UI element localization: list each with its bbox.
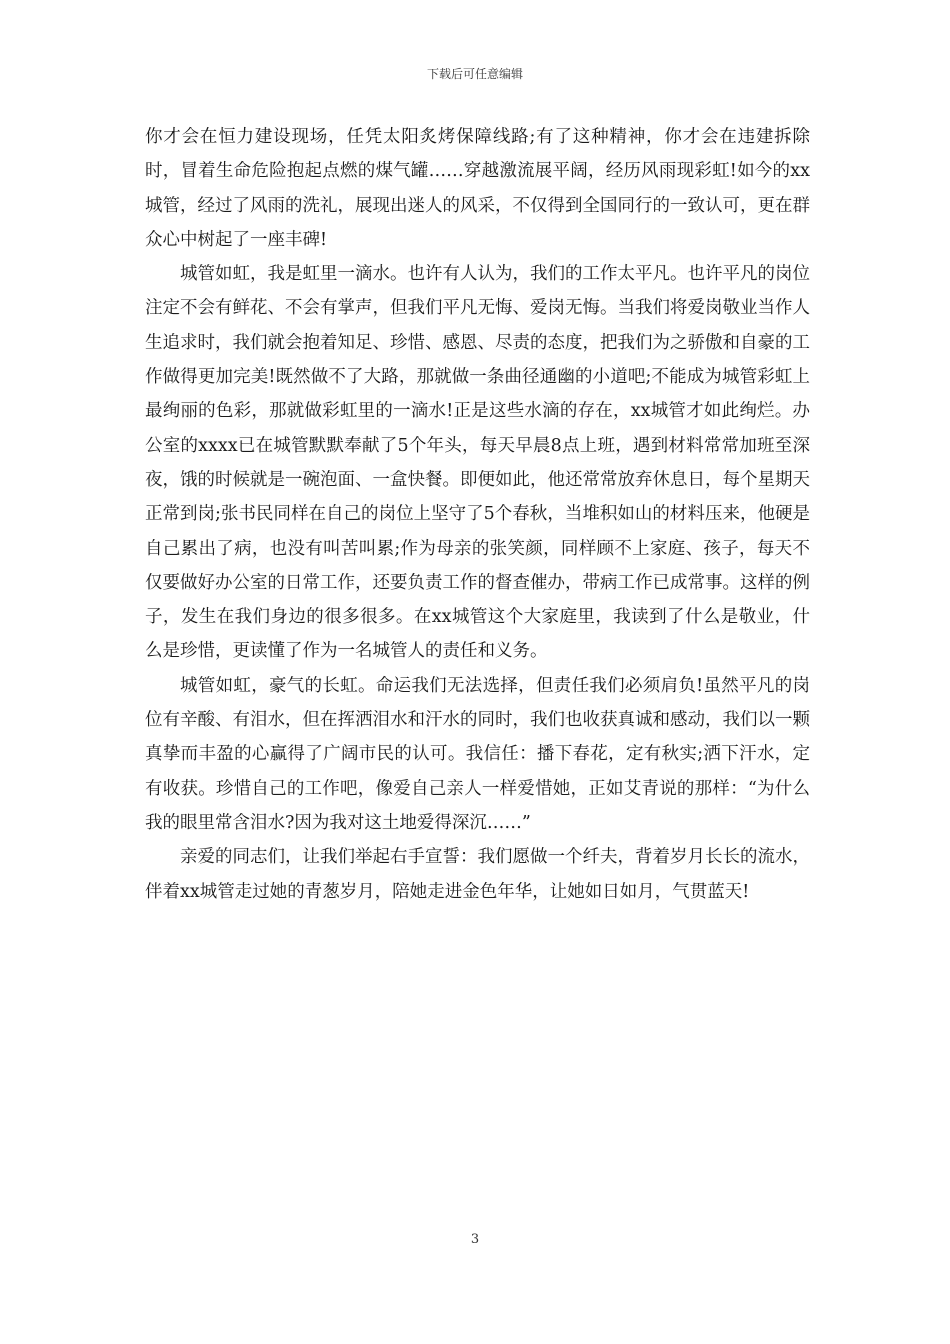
paragraph-3: 城管如虹，豪气的长虹。命运我们无法选择，但责任我们必须肩负!虽然平凡的岗位有辛酸、有泪水，但在挥洒泪水和汗水的同时，我们也收获真诚和感动，我们以一颗真挚而丰盈的心赢得了广阔市民的认可。我信任：播下春花，定有秋实;洒下汗水，定有收获。珍惜自己的工作吧，像爱自己亲人一样爱惜她，正如艾青说的那样：“为什么我的眼里常含泪水?因为我对这土地爱得深沉……” <box>145 675 810 833</box>
paragraph-2: 城管如虹，我是虹里一滴水。也许有人认为，我们的工作太平凡。也许平凡的岗位注定不会有鲜花、不会有掌声，但我们平凡无悔、爱岗无悔。当我们将爱岗敬业当作人生追求时，我们就会抱着知足、珍惜、感恩、尽责的态度，把我们为之骄傲和自豪的工作做得更加完美!既然做不了大路，那就做一条曲径通幽的小道吧;不能成为城管彩虹上最绚丽的色彩，那就做彩虹里的一滴水!正是这些水滴的存在，xx城管才如此绚烂。办公室的xxxx已在城管默默奉献了5个年头，每天早晨8点上班，遇到材料常常加班至深夜，饿的时候就是一碗泡面、一盒快餐。即便如此，他还常常放弃休息日，每个星期天正常到岗;张书民同样在自己的岗位上坚守了5个春秋，当堆积如山的材料压来，他硬是自己累出了病，也没有叫苦叫累;作为母亲的张笑颜，同样顾不上家庭、孩子，每天不仅要做好办公室的日常工作，还要负责工作的督查催办，带病工作已成常事。这样的例子，发生在我们身边的很多很多。在xx城管这个大家庭里，我读到了什么是敬业，什么是珍惜，更读懂了作为一名城管人的责任和义务。 <box>145 264 810 662</box>
document-body <box>145 120 810 909</box>
page-number: 3 <box>470 1232 480 1247</box>
page-header: 下载后可任意编辑 <box>426 67 523 81</box>
paragraph-4: 亲爱的同志们，让我们举起右手宣誓：我们愿做一个纤夫，背着岁月长长的流水，伴着xx城管走过她的青葱岁月，陪她走进金色年华，让她如日如月，气贯蓝天! <box>145 847 810 902</box>
paragraph-1: 你才会在恒力建设现场，任凭太阳炙烤保障线路;有了这种精神，你才会在违建拆除时，冒着生命危险抱起点燃的煤气罐……穿越激流展平阔，经历风雨现彩虹!如今的xx城管，经过了风雨的洗礼，展现出迷人的风采，不仅得到全国同行的一致认可，更在群众心中树起了一座丰碑! <box>145 127 810 250</box>
